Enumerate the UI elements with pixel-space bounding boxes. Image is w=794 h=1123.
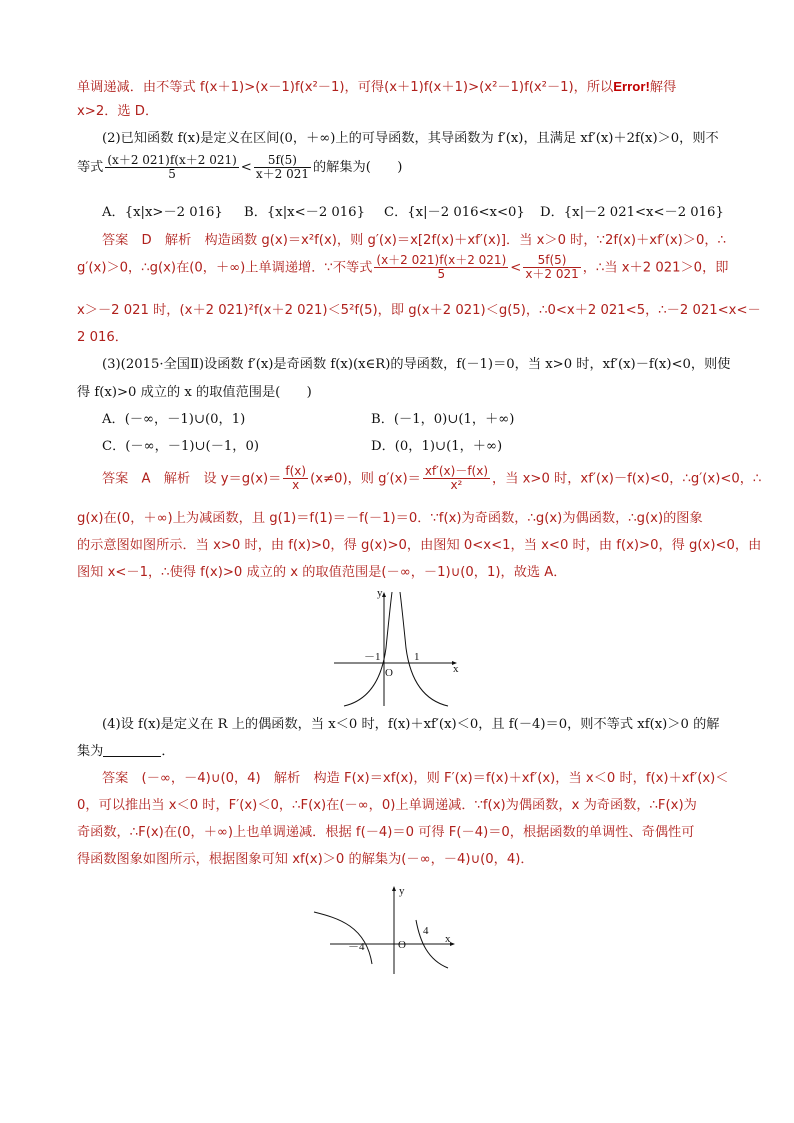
fig2-y-arrow-icon [392,886,396,891]
error-text: Error! [613,79,650,94]
answer-blank [103,744,161,757]
fig1-origin-label: O [385,667,393,679]
fig1-x-label: x [453,663,459,675]
sol3-line3: 的示意图如图所示．当 x>0 时，由 f(x)>0，得 g(x)>0，由图知 0<x<1，当 x<0 时，由 f(x)>0，得 g(x)<0，由 [77,538,762,553]
sol3-line1: 答案 A 解析 设 y＝g(x)＝ $\frac{f(x)}{x}$ (x≠0)，则 g′(x)＝ $\frac{xf'(x)-f(x)}{\text{x²}}$ ，当 x>0 时，xf′(x)－f(x)<0，∴g′(x)<0，∴ [102,464,762,492]
sol1-line1: 单调递减．由不等式 f(x＋1)>(x－1)f(x²－1)，可得(x＋1)f(x＋1)>(x²－1)f(x²－1)，所以Error!解得 [77,79,677,95]
figure-2-graph [308,882,458,976]
q2-line2: 等式 $\frac{(x+2 021)f(x+2 021)}{5}$ < $\frac{5f(5)}{x+2 021}$ 的解集为( ) [77,153,403,181]
q4-line1: (4)设 f(x)是定义在 R 上的偶函数，当 x＜0 时，f(x)＋xf′(x)＜0，且 f(－4)＝0，则不等式 xf(x)＞0 的解 [102,717,720,732]
sol3-line4: 图知 x<－1，∴使得 f(x)>0 成立的 x 的取值范围是(－∞，－1)∪(0，1)，故选 A． [77,565,567,580]
fig1-curve-right [400,592,448,706]
sol3-fraction-2: $\frac{xf'(x)-f(x)}{\text{x²}}$ [424,464,489,492]
q3-option-d: D．(0，1)∪(1，＋∞) [371,439,503,454]
q2-fraction-2: $\frac{5f(5)}{x+2 021}$ [255,153,309,181]
sol3-line2: g(x)在(0，＋∞)上为减函数，且 g(1)＝f(1)＝－f(－1)＝0．∵f(x)为奇函数，∴g(x)为偶函数，∴g(x)的图象 [77,511,703,526]
figure-1-graph [330,588,462,710]
q2-option-b: B．{x|x<－2 016} [244,205,365,220]
q3-option-c: C．(－∞，－1)∪(－1，0) [102,439,260,454]
q2-fraction-1: $\frac{(x+2 021)f(x+2 021)}{5}$ [107,153,237,181]
q3-option-b: B．(－1，0)∪(1，＋∞) [371,412,515,427]
q3-line1: (3)(2015·全国Ⅱ)设函数 f′(x)是奇函数 f(x)(x∈R)的导函数，f(－1)＝0，当 x>0 时，xf′(x)－f(x)<0，则使 [102,357,731,372]
sol2-line1: 答案 D 解析 构造函数 g(x)＝x²f(x)，则 g′(x)＝x[2f(x)＋xf′(x)]．当 x＞0 时，∵2f(x)＋xf′(x)＞0，∴ [102,233,726,248]
sol4-line2: 0，可以推出当 x＜0 时，F′(x)＜0，∴F(x)在(－∞，0)上单调递减．∵f(x)为偶函数，x 为奇函数，∴F(x)为 [77,798,697,813]
q4-line2: 集为 ． [77,744,175,759]
q2-option-a: A．{x|x>－2 016} [102,205,223,220]
q3-option-a: A．(－∞，－1)∪(0，1) [102,412,246,427]
sol2-line4: 2 016． [77,330,128,345]
fig2-curve-left [314,912,372,964]
fig1-y-label: y [377,588,383,599]
q2-line1: (2)已知函数 f(x)是定义在区间(0，＋∞)上的可导函数，其导函数为 f′(x)，且满足 xf′(x)＋2f(x)＞0，则不 [102,131,719,146]
fig2-x-label: x [445,933,451,945]
sol3-fraction-1: $\frac{f(x)}{x}$ [285,464,307,492]
fig2-origin-label: O [398,939,406,951]
fig1-y-arrow-icon [382,592,386,597]
q2-option-d: D．{x|－2 021<x<－2 016} [540,205,724,220]
sol4-line1: 答案 (－∞，－4)∪(0，4) 解析 构造 F(x)＝xf(x)，则 F′(x)＝f(x)＋xf′(x)，当 x＜0 时，f(x)＋xf′(x)＜ [102,771,729,786]
sol2-line2: g′(x)＞0，∴g(x)在(0，＋∞)上单调递增．∵不等式 $\frac{(x+2 021)f(x+2 021)}{5}$ < $\frac{5f(5)}{x+2 021}$ ，∴当 x＋2 021＞0，即 [77,253,729,281]
fig1-neg1-label: －1 [364,651,381,663]
fig2-x-arrow-icon [450,942,455,946]
fig2-y-label: y [399,885,405,897]
sol2-fraction-2: $\frac{5f(5)}{x+2 021}$ [525,253,579,281]
fig2-pos4-label: 4 [423,925,429,937]
q2-option-c: C．{x|－2 016<x<0} [384,205,525,220]
fig2-neg4-label: －4 [348,941,365,953]
fig1-pos1-label: 1 [414,651,420,663]
sol2-line3: x＞－2 021 时，(x＋2 021)²f(x＋2 021)＜5²f(5)，即 g(x＋2 021)＜g(5)，∴0<x＋2 021<5，∴－2 021<x<－ [77,303,761,318]
sol4-line4: 得函数图象如图所示，根据图象可知 xf(x)＞0 的解集为(－∞，－4)∪(0，4)． [77,852,534,867]
sol1-line2: x>2．选 D． [77,104,159,119]
sol4-line3: 奇函数，∴F(x)在(0，＋∞)上也单调递减．根据 f(－4)＝0 可得 F(－4)＝0，根据函数的单调性、奇偶性可 [77,825,695,840]
fig1-curve-left [344,592,392,706]
sol2-fraction-1: $\frac{(x+2 021)f(x+2 021)}{5}$ [376,253,507,281]
q3-line2: 得 f(x)>0 成立的 x 的取值范围是( ) [77,385,312,400]
